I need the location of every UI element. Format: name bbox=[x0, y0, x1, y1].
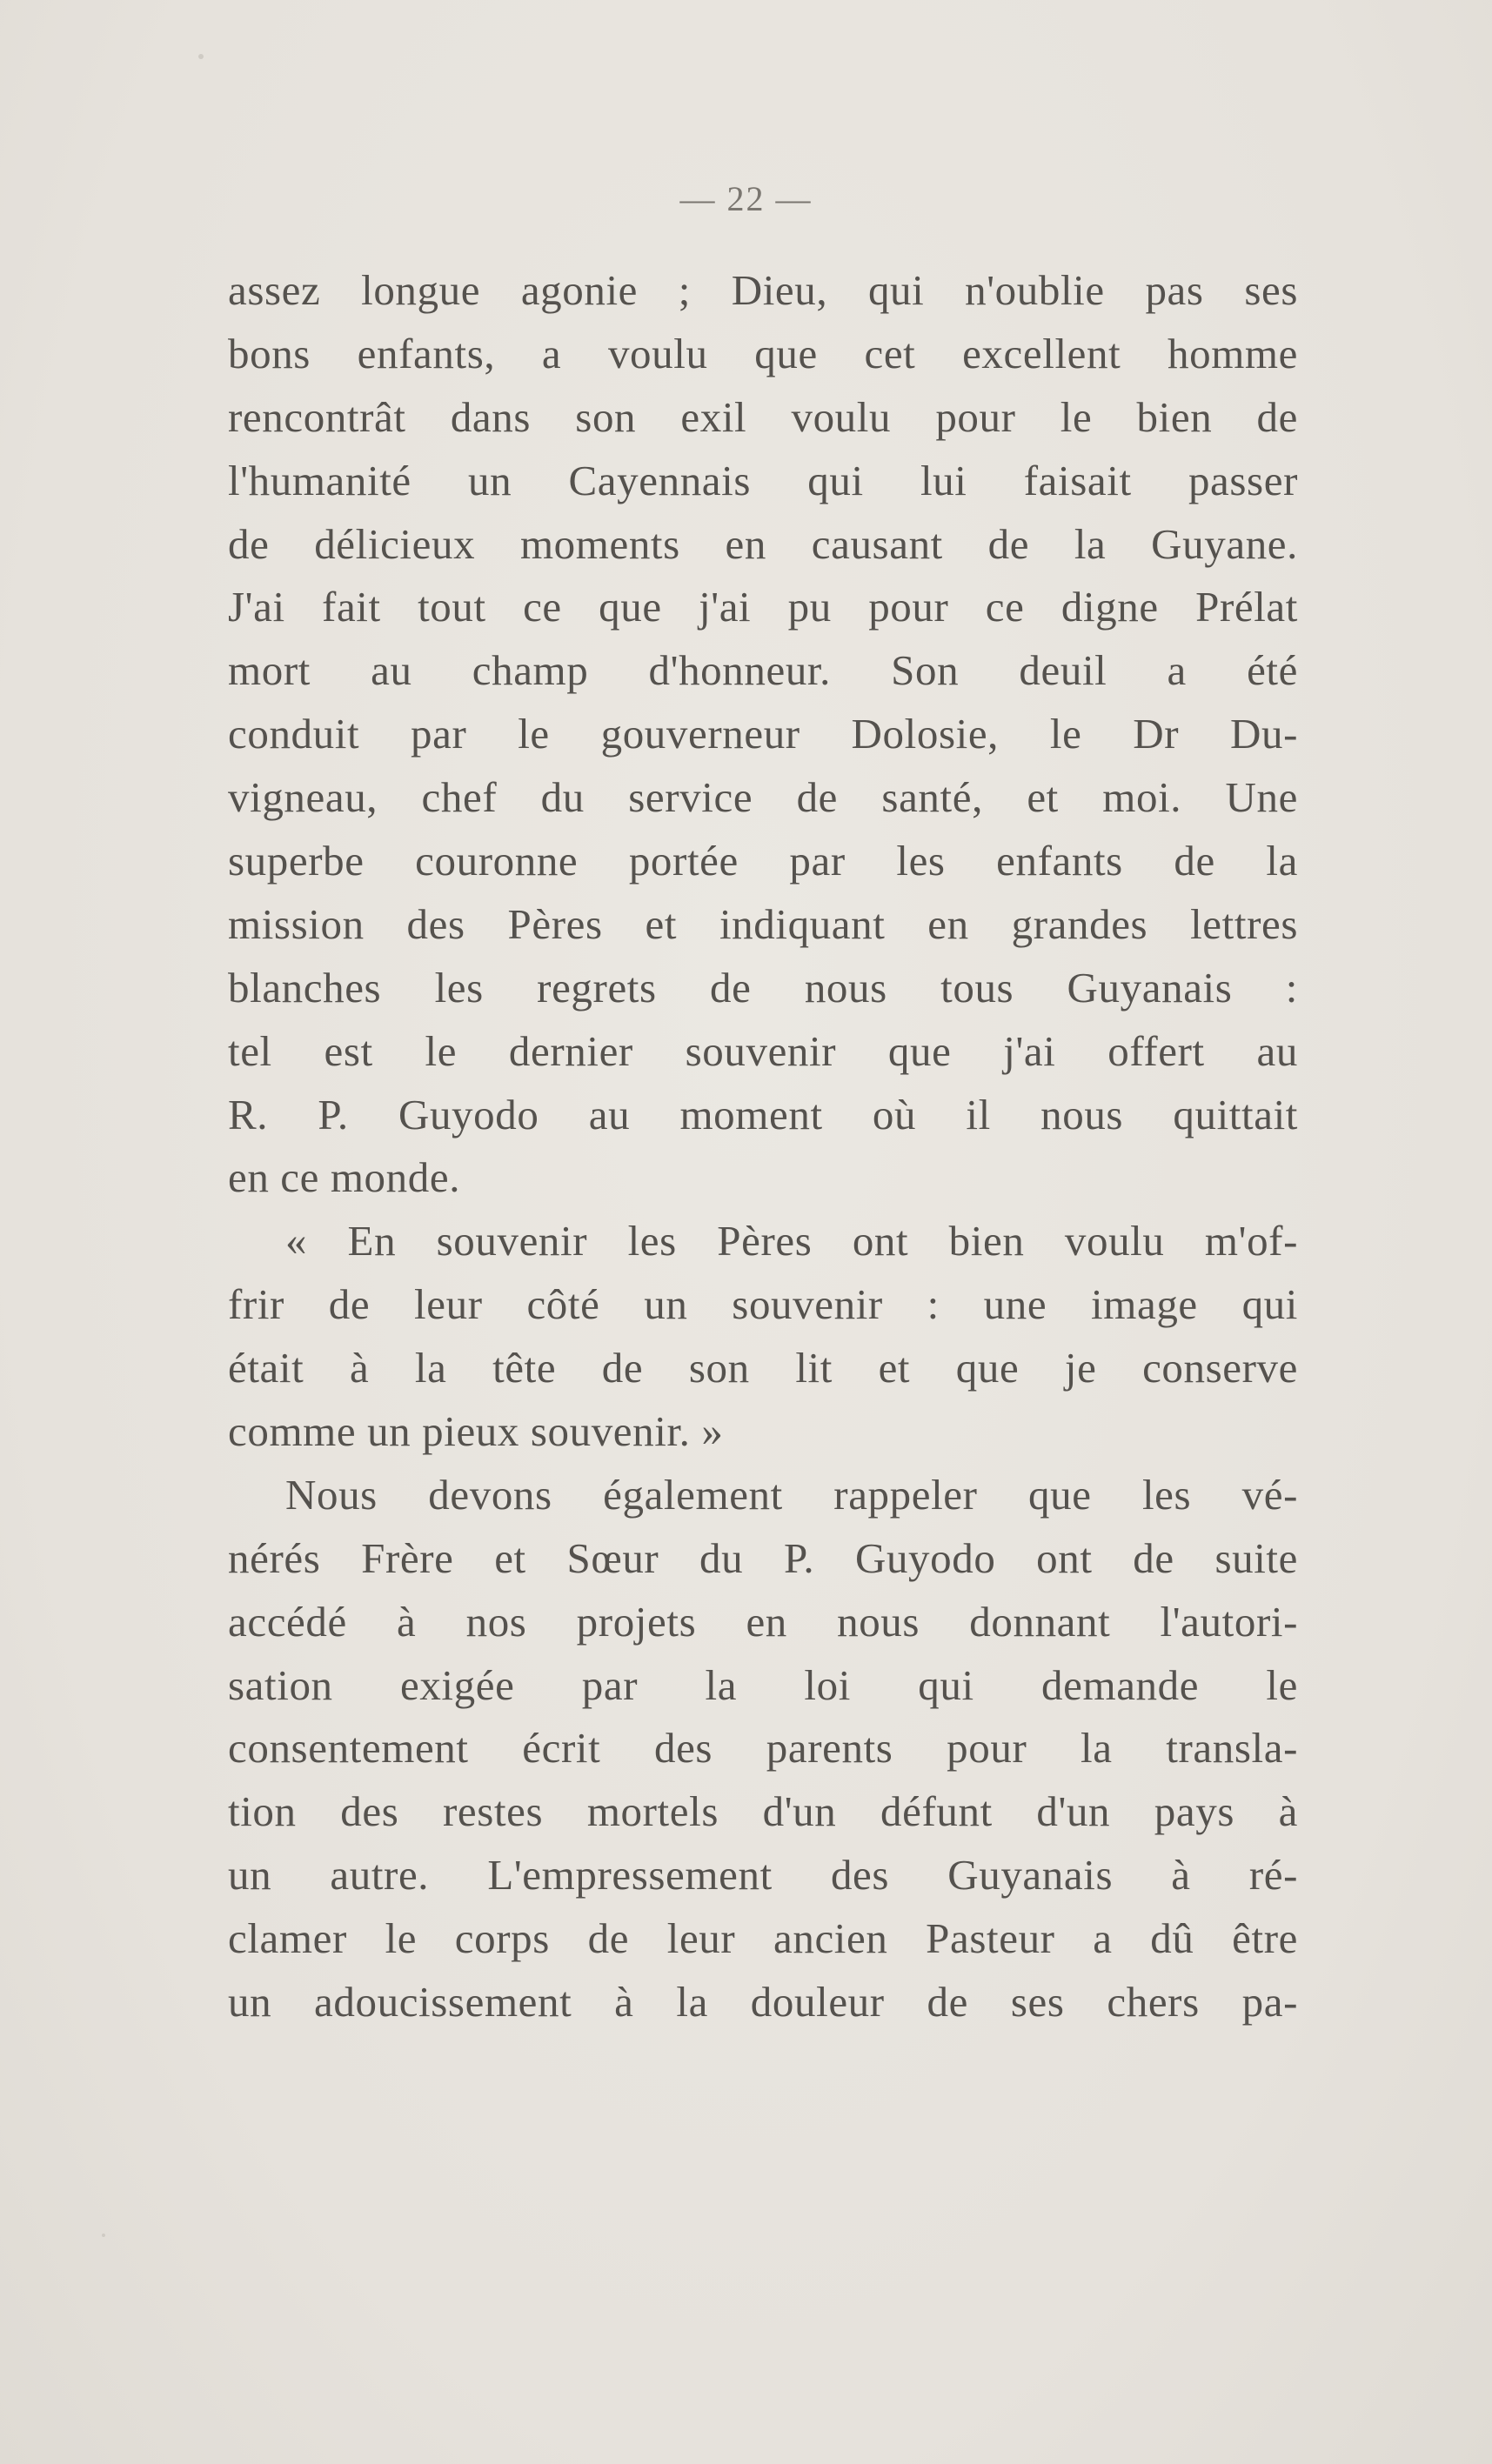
text-line: Nous devons également rappeler que les vé- bbox=[285, 1470, 1298, 1519]
text-line: bons enfants, a voulu que cet excellent homme bbox=[228, 329, 1298, 377]
text-line: en ce monde. bbox=[228, 1153, 461, 1202]
page-number: — 22 — bbox=[679, 179, 813, 218]
text-line: était à la tête de son lit et que je conserve bbox=[228, 1344, 1298, 1392]
text-line: tion des restes mortels d'un défunt d'un pays à bbox=[228, 1787, 1298, 1836]
text-line: mission des Pères et indiquant en grandes lettres bbox=[228, 899, 1298, 948]
text-line: tel est le dernier souvenir que j'ai offert au bbox=[228, 1026, 1298, 1075]
text-line: frir de leur côté un souvenir : une image qui bbox=[228, 1280, 1298, 1329]
text-line: un autre. L'empressement des Guyanais à ré- bbox=[228, 1851, 1298, 1900]
text-line: sation exigée par la loi qui demande le bbox=[228, 1660, 1298, 1709]
text-line: clamer le corps de leur ancien Pasteur a dû être bbox=[228, 1914, 1298, 1963]
paper-speck bbox=[102, 2234, 105, 2237]
text-line: accédé à nos projets en nous donnant l'autori- bbox=[228, 1597, 1298, 1646]
text-line: vigneau, chef du service de santé, et moi. Une bbox=[228, 773, 1298, 822]
text-line: mort au champ d'honneur. Son deuil a été bbox=[228, 646, 1298, 695]
body-text bbox=[228, 259, 1298, 2034]
paper-speck bbox=[198, 54, 204, 59]
text-line: « En souvenir les Pères ont bien voulu m'of- bbox=[285, 1217, 1298, 1265]
text-line: nérés Frère et Sœur du P. Guyodo ont de suite bbox=[228, 1533, 1298, 1582]
text-line: l'humanité un Cayennais qui lui faisait passer bbox=[228, 456, 1298, 504]
text-line: R. P. Guyodo au moment où il nous quittait bbox=[228, 1090, 1298, 1139]
text-line: de délicieux moments en causant de la Guyane. bbox=[228, 519, 1298, 568]
text-line: comme un pieux souvenir. » bbox=[228, 1407, 724, 1456]
text-line: consentement écrit des parents pour la transla- bbox=[228, 1724, 1298, 1773]
text-line: conduit par le gouverneur Dolosie, le Dr Du- bbox=[228, 710, 1298, 758]
text-line: assez longue agonie ; Dieu, qui n'oublie pas ses bbox=[228, 266, 1298, 314]
text-line: blanches les regrets de nous tous Guyanais : bbox=[228, 963, 1298, 1012]
text-line: J'ai fait tout ce que j'ai pu pour ce digne Prélat bbox=[228, 583, 1298, 631]
text-line: rencontrât dans son exil voulu pour le bien de bbox=[228, 392, 1298, 441]
text-line: superbe couronne portée par les enfants de la bbox=[228, 837, 1298, 885]
text-line: un adoucissement à la douleur de ses chers pa- bbox=[228, 1978, 1298, 2027]
